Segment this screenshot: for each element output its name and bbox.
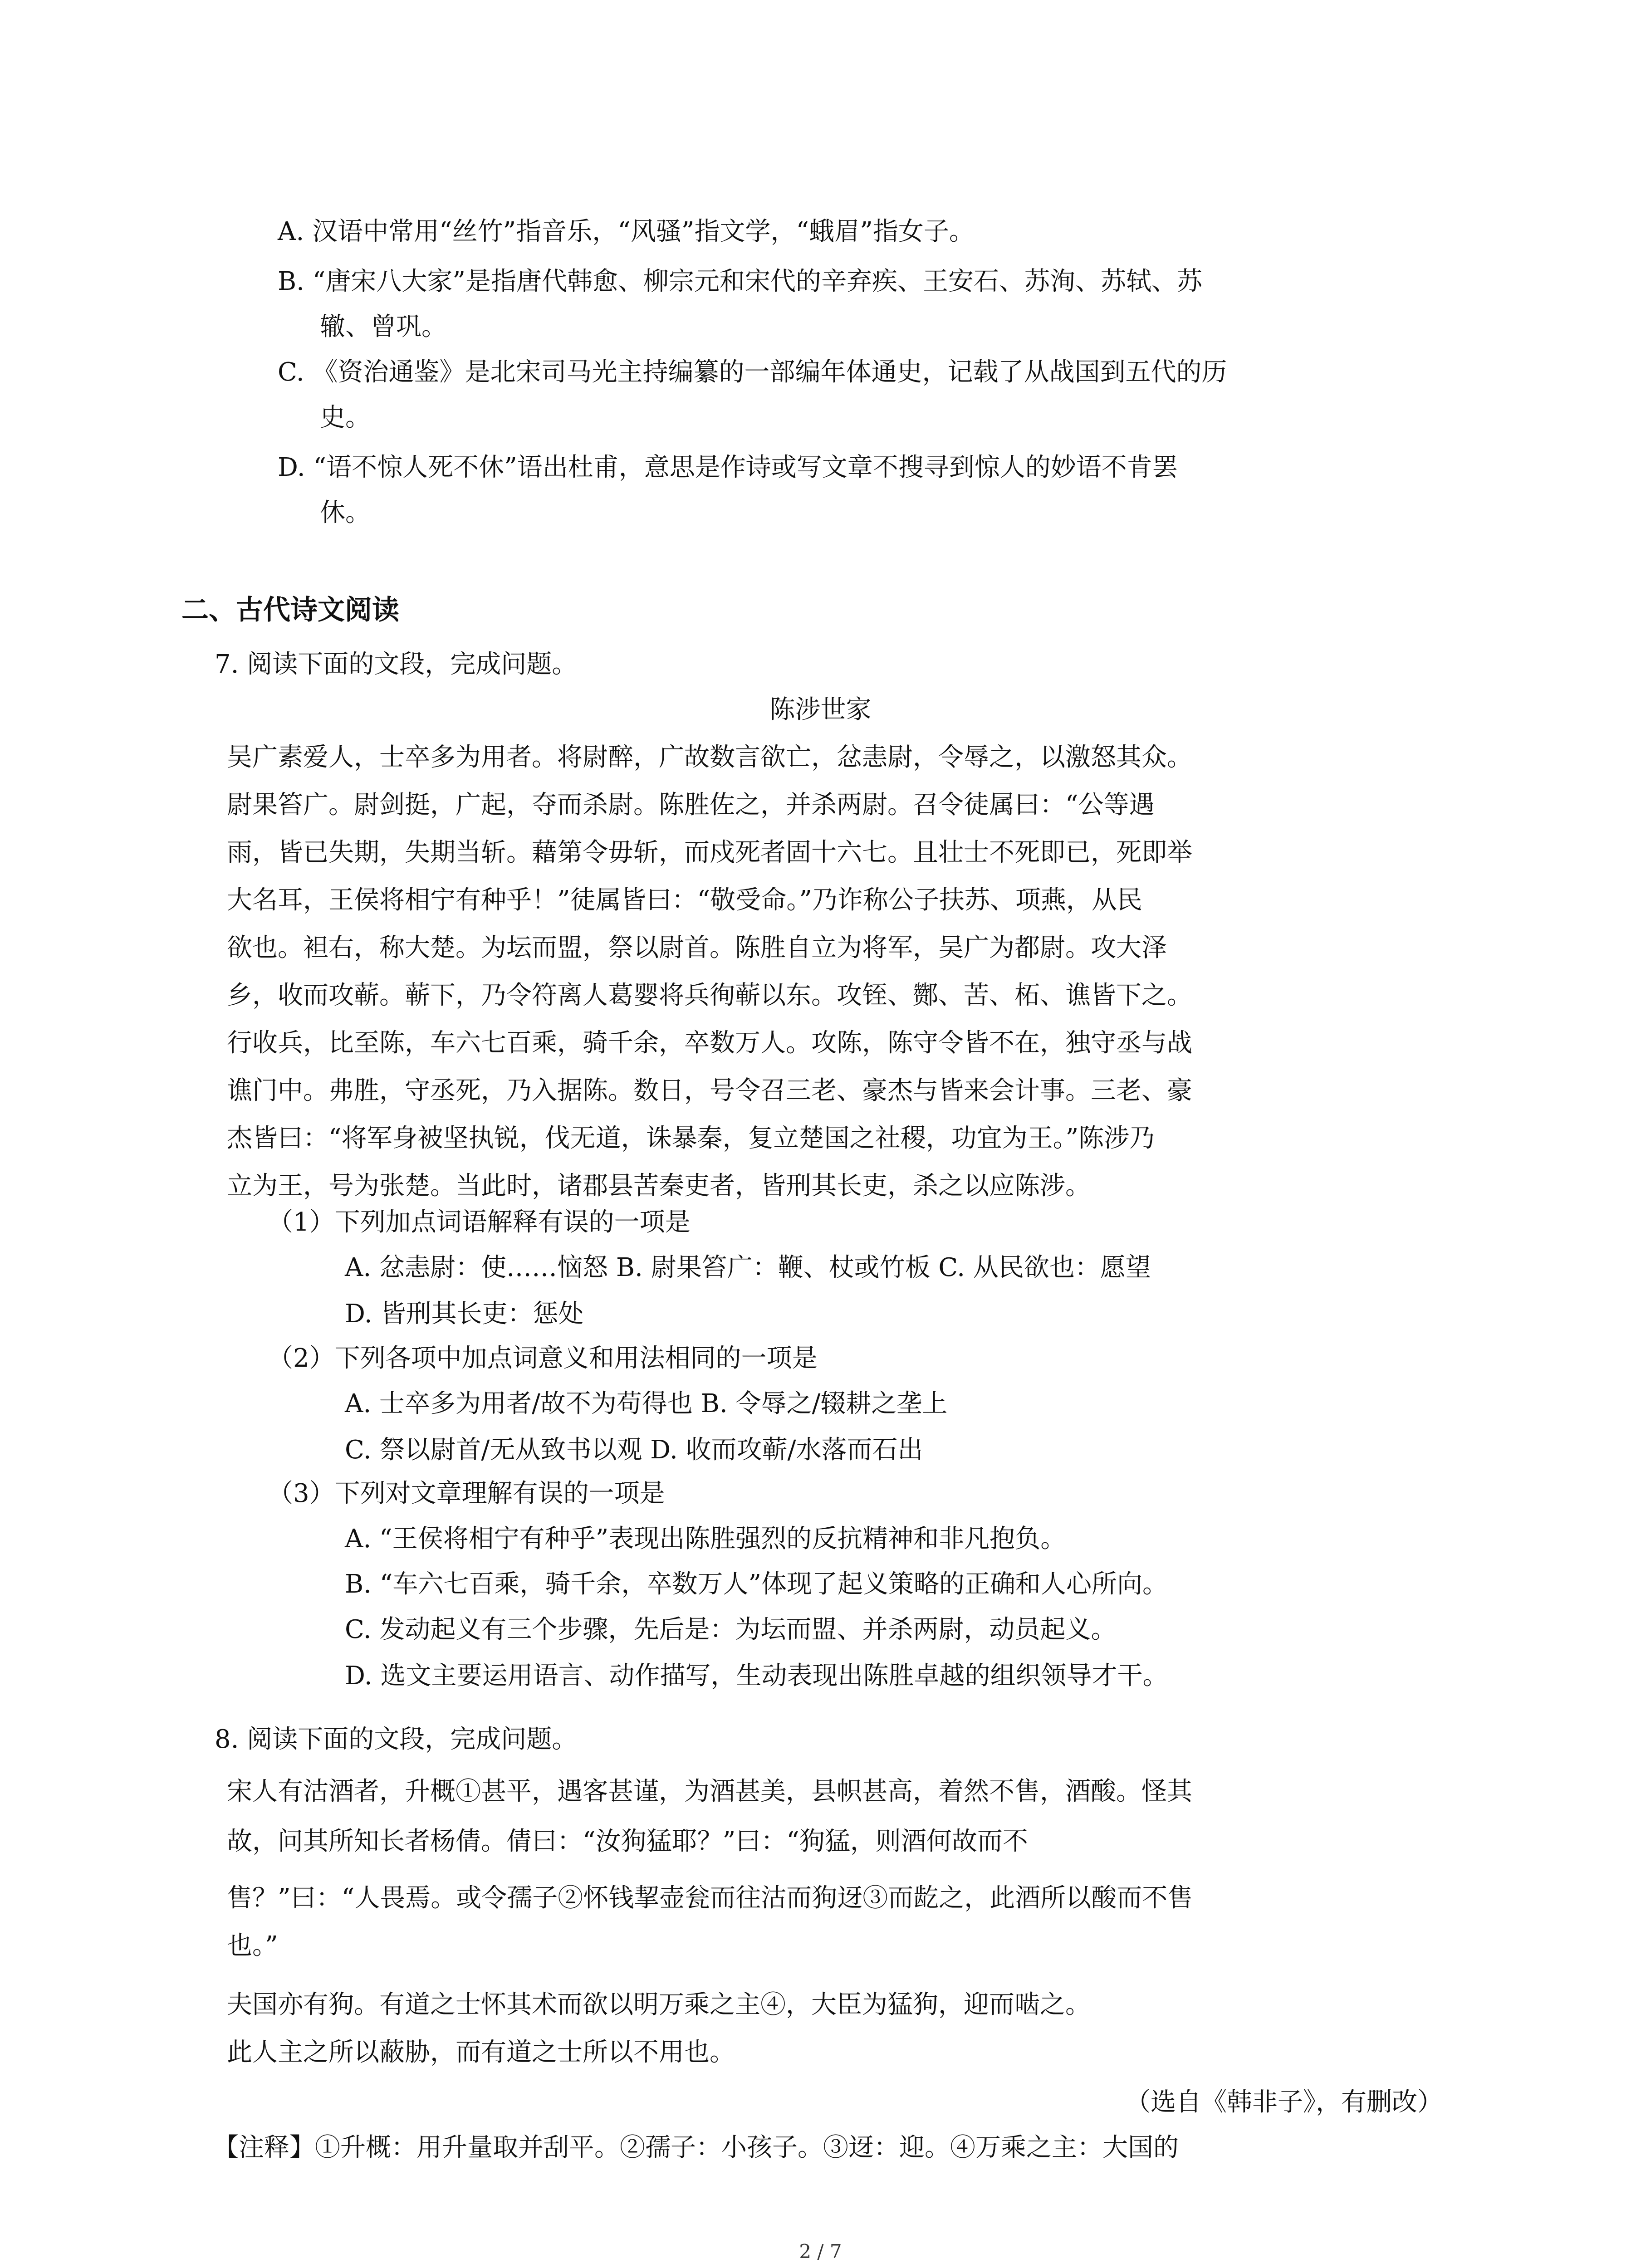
passage-line: 谯门中。弗胜，守丞死，乃入据陈。数日，号令召三老、豪杰与皆来会计事。三老、豪 (227, 1076, 1192, 1105)
passage-line: 欲也。袒右，称大楚。为坛而盟，祭以尉首。陈胜自立为将军，吴广为都尉。攻大泽 (227, 933, 1167, 963)
passage-line: 乡，收而攻蕲。蕲下，乃令符离人葛婴将兵徇蕲以东。攻铚、酂、苦、柘、谯皆下之。 (227, 981, 1192, 1010)
passage-line: 大名耳，王侯将相宁有种乎！”徒属皆曰：“敬受命。”乃诈称公子扶苏、项燕，从民 (227, 885, 1142, 915)
passage-line: 行收兵，比至陈，车六七百乘，骑千余，卒数万人。攻陈，陈守令皆不在，独守丞与战 (227, 1028, 1192, 1058)
annotation-notes: 【注释】①升概：用升量取并刮平。②孺子：小孩子。③迓：迎。④万乘之主：大国的 (213, 2133, 1179, 2162)
option-a: A. 汉语中常用“丝竹”指音乐，“风骚”指文学，“蛾眉”指女子。 (278, 217, 975, 246)
option-d-line2: 休。 (320, 498, 371, 528)
option-d-line1: D. “语不惊人死不休”语出杜甫，意思是作诗或写文章不搜寻到惊人的妙语不肯罢 (278, 453, 1178, 482)
passage-line: 尉果笞广。尉剑挺，广起，夺而杀尉。陈胜佐之，并杀两尉。召令徒属曰：“公等遇 (227, 790, 1155, 820)
option-b-line2: 辙、曾巩。 (320, 312, 447, 342)
subquestion-2-options-line2: C. 祭以尉首/无从致书以观 D. 收而攻蕲/水落而石出 (345, 1435, 923, 1465)
subquestion-1-options-line1: A. 忿恚尉：使……恼怒 B. 尉果笞广：鞭、杖或竹板 C. 从民欲也：愿望 (345, 1253, 1151, 1282)
subquestion-1-prompt: （1）下列加点词语解释有误的一项是 (268, 1207, 691, 1237)
passage-line: 也。” (227, 1931, 278, 1960)
subquestion-2-prompt: （2）下列各项中加点词意义和用法相同的一项是 (268, 1344, 818, 1373)
option-c-line1: C. 《资治通鉴》是北宋司马光主持编纂的一部编年体通史，记载了从战国到五代的历 (278, 357, 1227, 387)
subquestion-1-options-line2: D. 皆刑其长吏：惩处 (345, 1299, 584, 1329)
section-heading: 二、古代诗文阅读 (181, 594, 399, 626)
question-7-prompt: 7. 阅读下面的文段，完成问题。 (215, 650, 578, 679)
subquestion-3-option-c: C. 发动起义有三个步骤，先后是：为坛而盟、并杀两尉，动员起义。 (345, 1615, 1117, 1644)
passage-line: 此人主之所以蔽胁，而有道之士所以不用也。 (227, 2038, 735, 2067)
passage-line: 杰皆曰：“将军身被坚执锐，伐无道，诛暴秦，复立楚国之社稷，功宜为王。”陈涉乃 (227, 1124, 1155, 1153)
passage-line: 立为王，号为张楚。当此时，诸郡县苦秦吏者，皆刑其长吏，杀之以应陈涉。 (227, 1171, 1091, 1201)
passage-line: 售？”曰：“人畏焉。或令孺子②怀钱挈壶瓮而往沽而狗迓③而龁之，此酒所以酸而不售 (227, 1883, 1193, 1913)
question-8-prompt: 8. 阅读下面的文段，完成问题。 (215, 1725, 578, 1754)
passage-source: （选自《韩非子》，有删改） (1125, 2087, 1443, 2117)
passage-title: 陈涉世家 (769, 695, 872, 724)
option-b-line1: B. “唐宋八大家”是指唐代韩愈、柳宗元和宋代的辛弃疾、王安石、苏洵、苏轼、苏 (278, 267, 1203, 296)
subquestion-3-prompt: （3）下列对文章理解有误的一项是 (268, 1479, 665, 1508)
passage-line: 宋人有沽酒者，升概①甚平，遇客甚谨，为酒甚美，县帜甚高，着然不售，酒酸。怪其 (227, 1777, 1192, 1806)
subquestion-3-option-a: A. “王侯将相宁有种乎”表现出陈胜强烈的反抗精神和非凡抱负。 (345, 1524, 1066, 1554)
subquestion-3-option-b: B. “车六七百乘，骑千余，卒数万人”体现了起义策略的正确和人心所向。 (345, 1569, 1168, 1599)
option-c-line2: 史。 (320, 403, 371, 432)
passage-line: 吴广素爱人，士卒多为用者。将尉醉，广故数言欲亡，忿恚尉，令辱之，以激怒其众。 (227, 743, 1192, 772)
passage-line: 夫国亦有狗。有道之士怀其术而欲以明万乘之主④，大臣为猛狗，迎而啮之。 (227, 1990, 1091, 2019)
subquestion-2-options-line1: A. 士卒多为用者/故不为苟得也 B. 令辱之/辍耕之垄上 (345, 1389, 948, 1418)
page-number: 2 / 7 (799, 2240, 842, 2263)
passage-line: 故，问其所知长者杨倩。倩曰：“汝狗猛耶？”曰：“狗猛，则酒何故而不 (227, 1827, 1028, 1856)
subquestion-3-option-d: D. 选文主要运用语言、动作描写，生动表现出陈胜卓越的组织领导才干。 (345, 1661, 1168, 1691)
passage-line: 雨，皆已失期，失期当斩。藉第令毋斩，而戍死者固十六七。且壮士不死即已，死即举 (227, 838, 1192, 867)
